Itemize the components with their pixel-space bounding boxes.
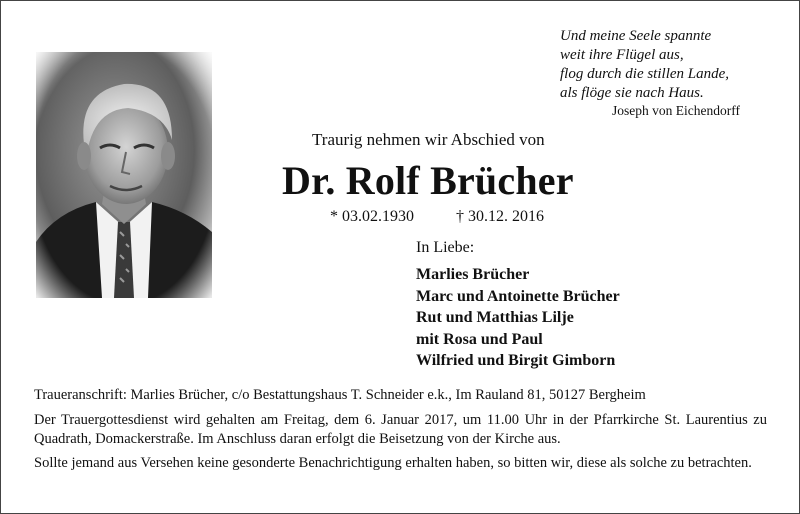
mourner: Marc und Antoinette Brücher [416, 287, 620, 305]
mourning-address: Traueranschrift: Marlies Brücher, c/o Bestattungshaus T. Schneider e.k., Im Rauland 81, 50127 Bergheim [34, 387, 646, 403]
deceased-name: Dr. Rolf Brücher [282, 158, 574, 203]
service-info: Der Trauergottesdienst wird gehalten am Freitag, dem 6. Januar 2017, um 11.00 Uhr in der Pfarrkirche St. Laurentius zu Quadrath, Domackerstraße. Im Anschluss daran erfolgt die Beisetzung von der Kirche aus. [34, 412, 767, 447]
birth-date: * 03.02.1930 [330, 208, 414, 225]
intro-text: Traurig nehmen wir Abschied von [312, 130, 545, 149]
mourners-list [416, 264, 620, 372]
mourner: Marlies Brücher [416, 266, 530, 283]
poem-line: weit ihre Flügel aus, [560, 47, 684, 63]
poem-quote [560, 27, 790, 103]
notification-note: Sollte jemand aus Versehen keine gesonderte Benachrichtigung erhalten haben, so bitten wir, diese als solche zu betrachten. [34, 455, 752, 471]
mourner: Wilfried und Birgit Gimborn [416, 352, 616, 369]
in-love-heading: In Liebe: [416, 239, 475, 256]
death-date: † 30.12. 2016 [456, 208, 544, 225]
portrait-photo [36, 52, 212, 298]
poem-line: flog durch die stillen Lande, [560, 66, 730, 82]
mourner: mit Rosa und Paul [416, 330, 543, 348]
poem-line: als flöge sie nach Haus. [560, 85, 704, 101]
mourner: Rut und Matthias Lilje [416, 309, 574, 326]
poem-author: Joseph von Eichendorff [612, 103, 740, 118]
poem-line: Und meine Seele spannte [560, 28, 712, 44]
